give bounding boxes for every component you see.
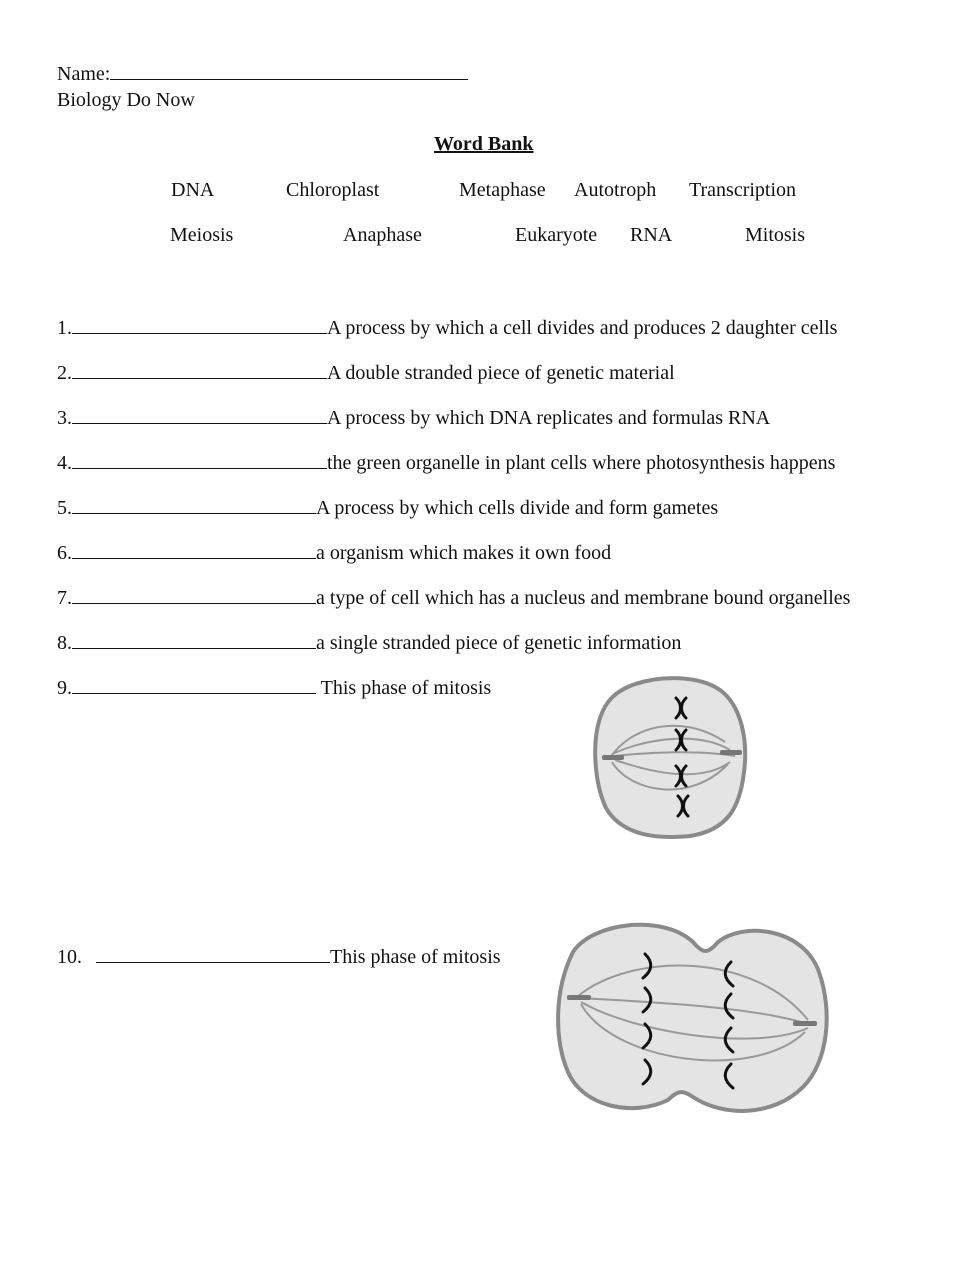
- question-text: A double stranded piece of genetic material: [327, 362, 675, 384]
- question-9: 9. This phase of mitosis: [57, 677, 492, 699]
- answer-blank-10[interactable]: [96, 944, 330, 963]
- word-bank-item: RNA: [630, 224, 673, 246]
- answer-blank-5[interactable]: [72, 495, 316, 514]
- question-8: 8. a single stranded piece of genetic information: [57, 632, 682, 654]
- centrosome-right: [720, 750, 742, 755]
- answer-blank-9[interactable]: [72, 675, 316, 694]
- answer-blank-6[interactable]: [72, 540, 316, 559]
- word-bank-item: Transcription: [689, 179, 797, 201]
- answer-blank-2[interactable]: [72, 360, 327, 379]
- name-blank[interactable]: [110, 61, 468, 80]
- question-text: the green organelle in plant cells where photosynthesis happens: [327, 452, 836, 474]
- question-text: a single stranded piece of genetic information: [316, 632, 682, 654]
- question-text: a type of cell which has a nucleus and membrane bound organelles: [316, 587, 851, 609]
- centrosome-left: [567, 995, 591, 1000]
- name-label: Name:: [57, 63, 111, 85]
- answer-blank-8[interactable]: [72, 630, 316, 649]
- word-bank-title: Word Bank: [434, 133, 534, 155]
- word-bank-item: Metaphase: [459, 179, 546, 201]
- centrosome-right: [793, 1021, 817, 1026]
- answer-blank-1[interactable]: [72, 315, 327, 334]
- question-text: This phase of mitosis: [330, 946, 501, 968]
- question-7: 7. a type of cell which has a nucleus and membrane bound organelles: [57, 587, 851, 609]
- word-bank-item: Meiosis: [170, 224, 234, 246]
- centrosome-left: [602, 755, 624, 760]
- question-10: 10. This phase of mitosis: [57, 946, 501, 968]
- question-6: 6. a organism which makes it own food: [57, 542, 612, 564]
- question-text: A process by which DNA replicates and formulas RNA: [327, 407, 771, 429]
- question-1: 1. A process by which a cell divides and produces 2 daughter cells: [57, 317, 838, 339]
- name-field[interactable]: [57, 61, 468, 84]
- question-5: 5. A process by which cells divide and form gametes: [57, 497, 719, 519]
- word-bank-item: Anaphase: [343, 224, 422, 246]
- answer-blank-3[interactable]: [72, 405, 327, 424]
- question-text: a organism which makes it own food: [316, 542, 612, 564]
- answer-blank-4[interactable]: [72, 450, 327, 469]
- question-text: A process by which a cell divides and produces 2 daughter cells: [327, 317, 838, 339]
- question-text: This phase of mitosis: [316, 677, 492, 699]
- word-bank-item: Chloroplast: [286, 179, 380, 201]
- word-bank-item: Mitosis: [745, 224, 806, 246]
- metaphase-cell-diagram: [590, 672, 750, 842]
- question-text: A process by which cells divide and form gametes: [316, 497, 719, 519]
- worksheet-subtitle: Biology Do Now: [57, 89, 195, 111]
- word-bank-item: Eukaryote: [515, 224, 598, 246]
- answer-blank-7[interactable]: [72, 585, 316, 604]
- word-bank-item: DNA: [171, 179, 215, 201]
- question-4: 4. the green organelle in plant cells where photosynthesis happens: [57, 452, 836, 474]
- question-2: 2. A double stranded piece of genetic material: [57, 362, 675, 384]
- word-bank-item: Autotroph: [574, 179, 657, 201]
- anaphase-cell-diagram: [553, 912, 831, 1122]
- question-3: 3. A process by which DNA replicates and formulas RNA: [57, 407, 771, 429]
